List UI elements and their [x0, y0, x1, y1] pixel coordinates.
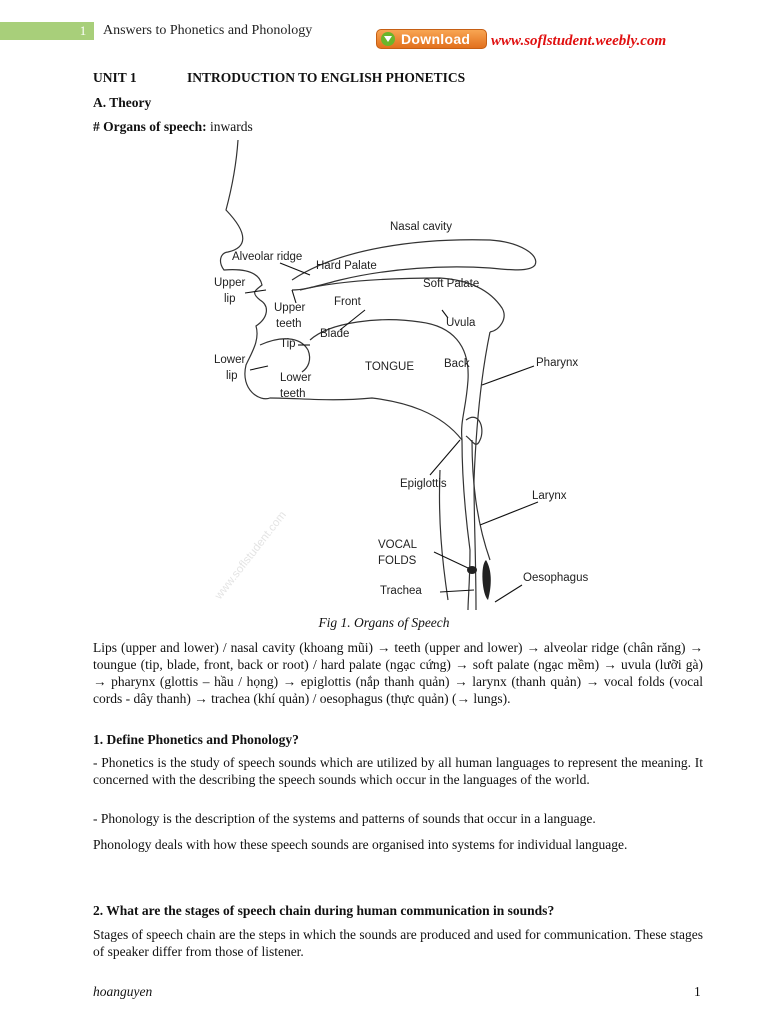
section-heading: A. Theory [93, 95, 152, 110]
label-front: Front [334, 296, 361, 308]
label-blade: Blade [320, 328, 350, 340]
label-lower-lip-1: Lower [214, 354, 246, 366]
question-2-heading: 2. What are the stages of speech chain during human communication in sounds? [93, 903, 555, 918]
download-button[interactable] [376, 29, 487, 49]
label-lower-teeth-1: Lower [280, 372, 312, 384]
label-upper-lip-1: Upper [214, 277, 246, 289]
organs-paragraph: Lips (upper and lower) / nasal cavity (khoang mũi) → teeth (upper and lower) → alveolar ridge (chân răng) → toungue (tip, blade, front, back or root) / hard palate (ngạc cứng) → soft palate (ngạc mềm) → uvula (lưỡi gà) → pharynx (glottis – hầu / họng) → epiglottis (nắp thanh quản) → larynx (thanh quản) → vocal folds (vocal cords - dây thanh) → trachea (khí quản) / oesophagus (thực quản) (→ lungs). [93, 640, 703, 706]
label-pharynx: Pharynx [536, 357, 579, 369]
header-title: Answers to Phonetics and Phonology [103, 23, 313, 38]
unit-number: UNIT 1 [93, 70, 137, 85]
label-soft-palate: Soft Palate [423, 278, 480, 290]
organs-heading-bold: # Organs of speech: [93, 119, 207, 134]
label-back: Back [444, 358, 470, 370]
site-link[interactable]: www.soflstudent.weebly.com [491, 33, 667, 49]
label-vocal-folds-2: FOLDS [378, 555, 417, 567]
figure-caption: Fig 1. Organs of Speech [318, 615, 450, 630]
label-tongue: TONGUE [365, 361, 414, 373]
organs-heading-normal: inwards [206, 119, 253, 134]
question-1-heading: 1. Define Phonetics and Phonology? [93, 732, 299, 747]
label-nasal-cavity: Nasal cavity [390, 221, 452, 233]
phonology-definition: - Phonology is the description of the systems and patterns of sounds that occur in a language. [93, 811, 596, 826]
vocal-folds-shape [467, 560, 491, 600]
unit-title: INTRODUCTION TO ENGLISH PHONETICS [187, 70, 466, 85]
label-uvula: Uvula [446, 317, 476, 329]
label-trachea: Trachea [380, 585, 422, 597]
footer-page-number: 1 [694, 984, 701, 999]
label-lower-teeth-2: teeth [280, 388, 306, 400]
download-label: Download [401, 31, 471, 47]
label-tip: Tip [280, 338, 296, 350]
label-larynx: Larynx [532, 490, 567, 502]
phonology-explanation: Phonology deals with how these speech sounds are organised into systems for individual language. [93, 837, 628, 852]
label-epiglottis: Epiglottis [400, 478, 447, 490]
label-upper-teeth-2: teeth [276, 318, 302, 330]
label-alveolar-ridge: Alveolar ridge [232, 251, 303, 263]
label-oesophagus: Oesophagus [523, 572, 589, 584]
organs-heading [93, 118, 253, 135]
label-lower-lip-2: lip [226, 370, 238, 382]
watermark [212, 509, 289, 602]
label-upper-teeth-1: Upper [274, 302, 306, 314]
label-vocal-folds-1: VOCAL [378, 539, 417, 551]
footer-author: hoanguyen [93, 984, 153, 999]
svg-text:www.soflstudent.com: www.soflstudent.com [212, 509, 289, 602]
phonetics-definition: - Phonetics is the study of speech sounds which are utilized by all human languages to represent the meaning. It concerned with the describing the speech sounds which occur in the languages of the world. [93, 755, 703, 787]
download-arrow-icon [381, 32, 395, 46]
organs-of-speech-diagram [190, 140, 710, 610]
label-upper-lip-2: lip [224, 293, 236, 305]
label-hard-palate: Hard Palate [316, 260, 377, 272]
speech-chain-paragraph: Stages of speech chain are the steps in which the sounds are produced and used for communication. These stages of speaker differ from those of listener. [93, 927, 703, 959]
header-page-number: 1 [79, 23, 87, 38]
